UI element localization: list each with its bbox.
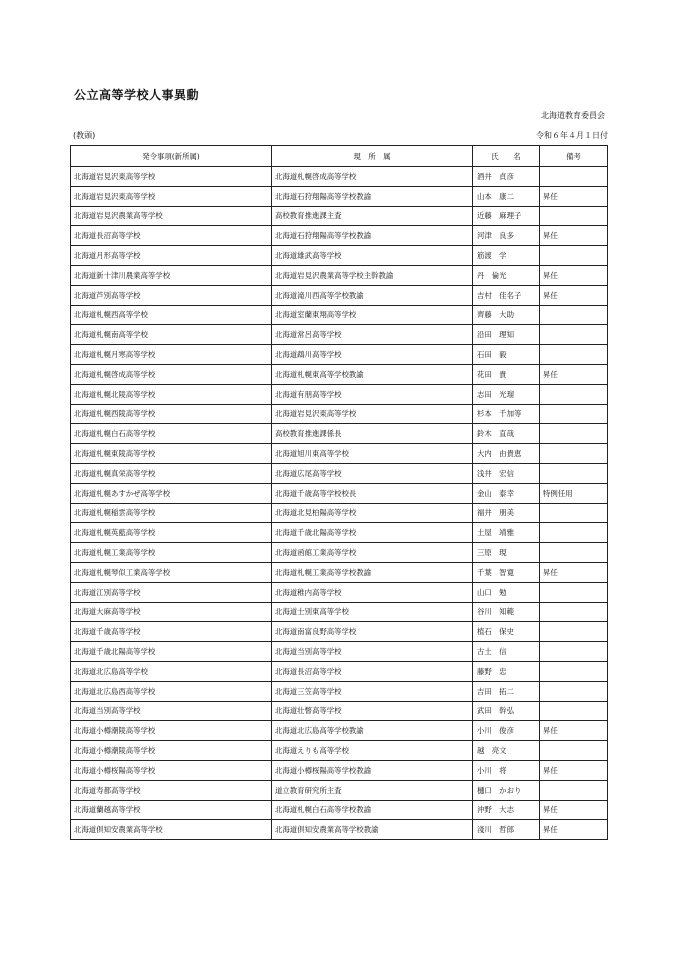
current-post-cell: 北海道札幌啓成高等学校 [272, 167, 473, 187]
current-post-cell: 北海道広尾高等学校 [272, 463, 473, 483]
remarks-cell: 昇任 [540, 285, 608, 305]
remarks-cell [540, 167, 608, 187]
column-header-current-post: 現 所 属 [272, 146, 473, 167]
name-cell: 浅井 宏信 [473, 463, 540, 483]
remarks-cell [540, 444, 608, 464]
table-row [71, 582, 608, 602]
name-cell: 齊藤 大助 [473, 305, 540, 325]
remarks-cell [540, 325, 608, 345]
new-post-cell: 北海道札幌西高等学校 [71, 305, 272, 325]
new-post-cell: 北海道千歳北陽高等学校 [71, 642, 272, 662]
remarks-cell: 昇任 [540, 265, 608, 285]
table-row [71, 661, 608, 681]
name-cell: 筋渡 学 [473, 246, 540, 266]
remarks-cell: 昇任 [540, 800, 608, 820]
name-cell: 沖野 大志 [473, 800, 540, 820]
table-row [71, 285, 608, 305]
name-cell: 石田 毅 [473, 345, 540, 365]
new-post-cell: 北海道江別高等学校 [71, 582, 272, 602]
current-post-cell: 北海道千歳高等学校校長 [272, 483, 473, 503]
column-header-remarks: 備考 [540, 146, 608, 167]
current-post-cell: 北海道倶知安農業高等学校教諭 [272, 820, 473, 840]
new-post-cell: 北海道蘭越高等学校 [71, 800, 272, 820]
remarks-cell [540, 780, 608, 800]
new-post-cell: 北海道当別高等学校 [71, 701, 272, 721]
remarks-cell: 昇任 [540, 364, 608, 384]
new-post-cell: 北海道札幌北陵高等学校 [71, 384, 272, 404]
remarks-cell: 特例任用 [540, 483, 608, 503]
name-cell: 河津 良多 [473, 226, 540, 246]
remarks-cell [540, 345, 608, 365]
name-cell: 山口 勉 [473, 582, 540, 602]
current-post-cell: 北海道雄武高等学校 [272, 246, 473, 266]
new-post-cell: 北海道岩見沢東高等学校 [71, 167, 272, 187]
name-cell: 山本 康二 [473, 186, 540, 206]
name-cell: 花田 貴 [473, 364, 540, 384]
table-row [71, 701, 608, 721]
remarks-cell [540, 424, 608, 444]
personnel-table [70, 145, 608, 840]
table-row [71, 463, 608, 483]
table-row [71, 503, 608, 523]
new-post-cell: 北海道倶知安農業高等学校 [71, 820, 272, 840]
current-post-cell: 北海道長沼高等学校 [272, 661, 473, 681]
remarks-cell [540, 681, 608, 701]
current-post-cell: 北海道函館工業高等学校 [272, 543, 473, 563]
new-post-cell: 北海道長沼高等学校 [71, 226, 272, 246]
table-row [71, 424, 608, 444]
new-post-cell: 北海道札幌工業高等学校 [71, 543, 272, 563]
name-cell: 吉村 佳名子 [473, 285, 540, 305]
new-post-cell: 北海道札幌啓成高等学校 [71, 364, 272, 384]
remarks-cell [540, 543, 608, 563]
new-post-cell: 北海道月形高等学校 [71, 246, 272, 266]
new-post-cell: 北海道小樽潮陵高等学校 [71, 721, 272, 741]
new-post-cell: 北海道大麻高等学校 [71, 602, 272, 622]
name-cell: 鈴木 直哉 [473, 424, 540, 444]
table-row [71, 325, 608, 345]
current-post-cell: 北海道壮瞥高等学校 [272, 701, 473, 721]
table-row [71, 800, 608, 820]
table-row [71, 523, 608, 543]
remarks-cell [540, 741, 608, 761]
current-post-cell: 北海道士別東高等学校 [272, 602, 473, 622]
name-cell: 福井 朋美 [473, 503, 540, 523]
name-cell: 金山 泰幸 [473, 483, 540, 503]
name-cell: 土屋 靖雅 [473, 523, 540, 543]
current-post-cell: 北海道北見柏陽高等学校 [272, 503, 473, 523]
new-post-cell: 北海道札幌白石高等学校 [71, 424, 272, 444]
table-row [71, 167, 608, 187]
remarks-cell [540, 384, 608, 404]
table-row [71, 444, 608, 464]
current-post-cell: 北海道室蘭東翔高等学校 [272, 305, 473, 325]
new-post-cell: 北海道札幌南高等学校 [71, 325, 272, 345]
table-row [71, 384, 608, 404]
remarks-cell [540, 701, 608, 721]
new-post-cell: 北海道岩見沢農業高等学校 [71, 206, 272, 226]
table-row [71, 820, 608, 840]
name-cell: 酒井 貞彦 [473, 167, 540, 187]
new-post-cell: 北海道寿都高等学校 [71, 780, 272, 800]
table-row [71, 760, 608, 780]
new-post-cell: 北海道小樽桜陽高等学校 [71, 760, 272, 780]
current-post-cell: 北海道旭川東高等学校 [272, 444, 473, 464]
new-post-cell: 北海道札幌真栄高等学校 [71, 463, 272, 483]
table-row [71, 305, 608, 325]
table-row [71, 562, 608, 582]
current-post-cell: 北海道千歳北陽高等学校 [272, 523, 473, 543]
issuer-label: 北海道教育委員会 [541, 111, 605, 120]
page-title: 公立高等学校人事異動 [74, 88, 200, 102]
name-cell: 丹 倫光 [473, 265, 540, 285]
new-post-cell: 北海道札幌稲雲高等学校 [71, 503, 272, 523]
table-header-row [71, 146, 608, 167]
current-post-cell: 北海道滝川西高等学校教諭 [272, 285, 473, 305]
current-post-cell: 北海道鵡川高等学校 [272, 345, 473, 365]
category-label: (教頭) [73, 131, 96, 140]
column-header-new-post: 発令事項(新所属) [71, 146, 272, 167]
table-row [71, 265, 608, 285]
remarks-cell [540, 661, 608, 681]
name-cell: 淺川 哲郎 [473, 820, 540, 840]
current-post-cell: 北海道札幌白石高等学校教諭 [272, 800, 473, 820]
remarks-cell: 昇任 [540, 562, 608, 582]
new-post-cell: 北海道札幌あすかぜ高等学校 [71, 483, 272, 503]
name-cell: 大内 由貴恵 [473, 444, 540, 464]
new-post-cell: 北海道札幌月寒高等学校 [71, 345, 272, 365]
remarks-cell: 昇任 [540, 186, 608, 206]
remarks-cell [540, 206, 608, 226]
table-row [71, 226, 608, 246]
remarks-cell: 昇任 [540, 226, 608, 246]
current-post-cell: 北海道常呂高等学校 [272, 325, 473, 345]
name-cell: 志田 光瑠 [473, 384, 540, 404]
table-row [71, 404, 608, 424]
current-post-cell: 道立教育研究所主査 [272, 780, 473, 800]
current-post-cell: 北海道小樽桜陽高等学校教諭 [272, 760, 473, 780]
name-cell: 三原 現 [473, 543, 540, 563]
new-post-cell: 北海道芦別高等学校 [71, 285, 272, 305]
table-row [71, 206, 608, 226]
new-post-cell: 北海道札幌東陵高等学校 [71, 444, 272, 464]
new-post-cell: 北海道小樽潮陵高等学校 [71, 741, 272, 761]
current-post-cell: 北海道岩見沢農業高等学校主幹教諭 [272, 265, 473, 285]
new-post-cell: 北海道岩見沢東高等学校 [71, 186, 272, 206]
current-post-cell: 北海道南富良野高等学校 [272, 622, 473, 642]
new-post-cell: 北海道札幌琴似工業高等学校 [71, 562, 272, 582]
table-row [71, 681, 608, 701]
remarks-cell [540, 503, 608, 523]
remarks-cell [540, 246, 608, 266]
remarks-cell: 昇任 [540, 721, 608, 741]
table-row [71, 543, 608, 563]
table-row [71, 246, 608, 266]
table-row [71, 186, 608, 206]
remarks-cell [540, 622, 608, 642]
name-cell: 武田 幹弘 [473, 701, 540, 721]
remarks-cell [540, 305, 608, 325]
remarks-cell [540, 582, 608, 602]
name-cell: 近藤 麻理子 [473, 206, 540, 226]
current-post-cell: 高校教育推進課主査 [272, 206, 473, 226]
table-row [71, 741, 608, 761]
name-cell: 吉田 拓二 [473, 681, 540, 701]
name-cell: 越 亮文 [473, 741, 540, 761]
table-row [71, 345, 608, 365]
new-post-cell: 北海道北広島高等学校 [71, 661, 272, 681]
current-post-cell: 北海道有朋高等学校 [272, 384, 473, 404]
table-row [71, 780, 608, 800]
current-post-cell: 北海道札幌工業高等学校教諭 [272, 562, 473, 582]
name-cell: 小川 将 [473, 760, 540, 780]
current-post-cell: 北海道石狩翔陽高等学校教諭 [272, 186, 473, 206]
current-post-cell: 北海道当別高等学校 [272, 642, 473, 662]
table-row [71, 642, 608, 662]
name-cell: 谷川 知範 [473, 602, 540, 622]
table-row [71, 622, 608, 642]
table-body [71, 167, 608, 840]
remarks-cell [540, 523, 608, 543]
remarks-cell: 昇任 [540, 760, 608, 780]
table-row [71, 364, 608, 384]
table-row [71, 721, 608, 741]
new-post-cell: 北海道新十津川農業高等学校 [71, 265, 272, 285]
remarks-cell: 昇任 [540, 820, 608, 840]
name-cell: 千葉 智寛 [473, 562, 540, 582]
name-cell: 古土 信 [473, 642, 540, 662]
effective-date: 令和６年４月１日付 [536, 131, 608, 140]
remarks-cell [540, 642, 608, 662]
table-row [71, 602, 608, 622]
current-post-cell: 北海道三笠高等学校 [272, 681, 473, 701]
name-cell: 小川 俊彦 [473, 721, 540, 741]
current-post-cell: 高校教育推進課係長 [272, 424, 473, 444]
current-post-cell: 北海道稚内高等学校 [272, 582, 473, 602]
new-post-cell: 北海道札幌西陵高等学校 [71, 404, 272, 424]
current-post-cell: 北海道岩見沢東高等学校 [272, 404, 473, 424]
name-cell: 杉本 千加等 [473, 404, 540, 424]
remarks-cell [540, 602, 608, 622]
new-post-cell: 北海道札幌英藍高等学校 [71, 523, 272, 543]
current-post-cell: 北海道札幌東高等学校教諭 [272, 364, 473, 384]
column-header-name: 氏 名 [473, 146, 540, 167]
current-post-cell: 北海道石狩翔陽高等学校教諭 [272, 226, 473, 246]
remarks-cell [540, 404, 608, 424]
new-post-cell: 北海道千歳高等学校 [71, 622, 272, 642]
current-post-cell: 北海道えりも高等学校 [272, 741, 473, 761]
name-cell: 樋口 かおり [473, 780, 540, 800]
name-cell: 沿田 理知 [473, 325, 540, 345]
table-row [71, 483, 608, 503]
current-post-cell: 北海道北広島高等学校教諭 [272, 721, 473, 741]
remarks-cell [540, 463, 608, 483]
name-cell: 植石 保史 [473, 622, 540, 642]
new-post-cell: 北海道北広島西高等学校 [71, 681, 272, 701]
name-cell: 藤野 忠 [473, 661, 540, 681]
